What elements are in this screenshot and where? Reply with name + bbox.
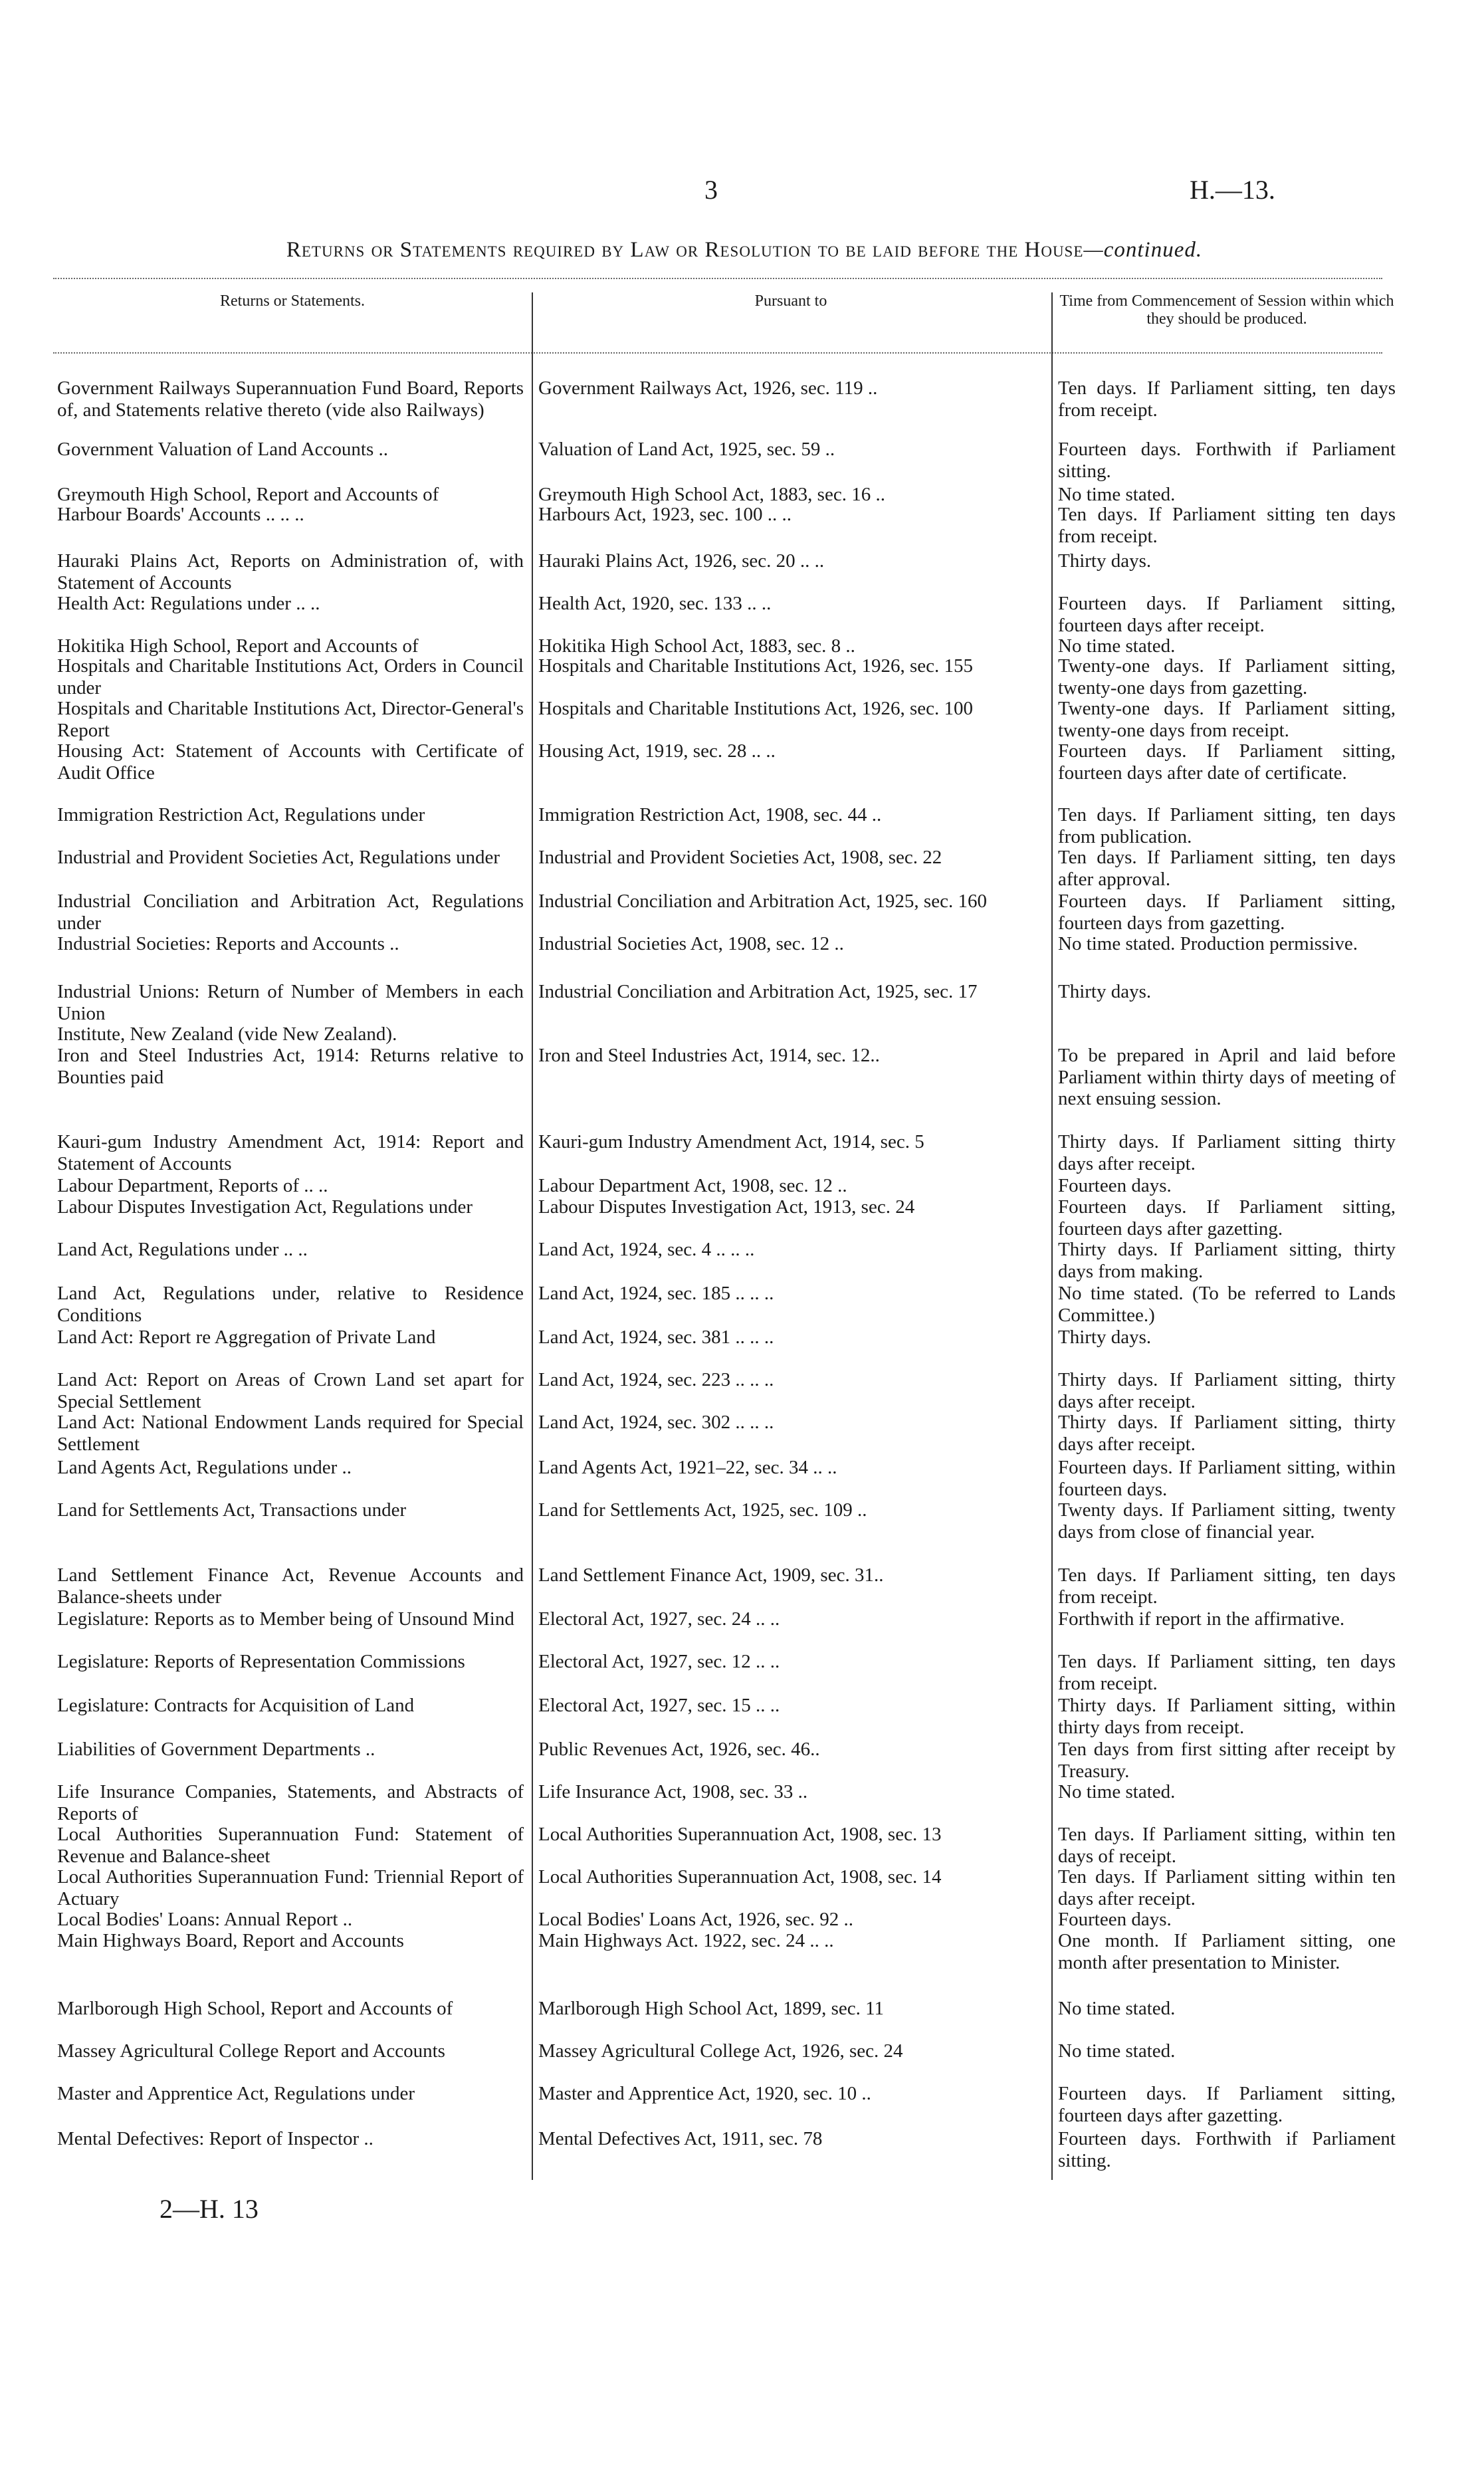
returns-cell: Hokitika High School, Report and Accounts of xyxy=(57,635,419,657)
time-cell: Thirty days. If Parliament sitting, thirty days after receipt. xyxy=(1058,1412,1396,1455)
time-cell: Twenty days. If Parliament sitting, twenty days from close of financial year. xyxy=(1058,1499,1396,1543)
pursuant-cell: Land Settlement Finance Act, 1909, sec. 31.. xyxy=(538,1564,884,1586)
returns-cell: Master and Apprentice Act, Regulations under xyxy=(57,2083,415,2104)
pursuant-cell: Massey Agricultural College Act, 1926, sec. 24 xyxy=(538,2040,903,2062)
time-cell: Ten days. If Parliament sitting within ten days after receipt. xyxy=(1058,1866,1396,1909)
time-cell: Fourteen days. Forthwith if Parliament sitting. xyxy=(1058,2128,1396,2171)
time-cell: Fourteen days. If Parliament sitting, within fourteen days. xyxy=(1058,1457,1396,1500)
time-cell: No time stated. xyxy=(1058,2040,1176,2062)
returns-cell: Hospitals and Charitable Institutions Act, Director-General's Report xyxy=(57,698,524,741)
time-cell: Fourteen days. If Parliament sitting, fourteen days after gazetting. xyxy=(1058,1196,1396,1240)
time-cell: One month. If Parliament sitting, one month after presentation to Minister. xyxy=(1058,1930,1396,1973)
returns-cell: Immigration Restriction Act, Regulations under xyxy=(57,804,425,825)
pursuant-cell: Health Act, 1920, sec. 133 .. .. xyxy=(538,593,772,614)
time-cell: To be prepared in April and laid before Parliament within thirty days of meeting of next ensuing session. xyxy=(1058,1045,1396,1109)
footer-signature: 2—H. 13 xyxy=(159,2194,259,2224)
time-cell: Ten days. If Parliament sitting, ten days from receipt. xyxy=(1058,378,1396,421)
returns-cell: Land for Settlements Act, Transactions under xyxy=(57,1499,407,1521)
returns-cell: Hauraki Plains Act, Reports on Administration of, with Statement of Accounts xyxy=(57,550,524,593)
time-cell: Ten days. If Parliament sitting ten days from receipt. xyxy=(1058,504,1396,547)
time-cell: Fourteen days. If Parliament sitting, fourteen days after gazetting. xyxy=(1058,2083,1396,2126)
pursuant-cell: Hauraki Plains Act, 1926, sec. 20 .. .. xyxy=(538,550,825,572)
returns-cell: Greymouth High School, Report and Accounts of xyxy=(57,484,439,505)
pursuant-cell: Life Insurance Act, 1908, sec. 33 .. xyxy=(538,1781,808,1802)
returns-cell: Legislature: Reports of Representation Commissions xyxy=(57,1651,465,1672)
returns-cell: Labour Department, Reports of .. .. xyxy=(57,1175,328,1196)
time-cell: Fourteen days. If Parliament sitting, fourteen days after date of certificate. xyxy=(1058,740,1396,784)
time-cell: No time stated. xyxy=(1058,1781,1176,1802)
pursuant-cell: Land Act, 1924, sec. 4 .. .. .. xyxy=(538,1239,755,1260)
column-header-time: Time from Commencement of Session within which they should be produced. xyxy=(1059,292,1394,328)
returns-cell: Government Railways Superannuation Fund Board, Reports of, and Statements relative thereto (vide also Railways) xyxy=(57,378,524,421)
page-title xyxy=(93,238,1396,263)
pursuant-cell: Industrial Societies Act, 1908, sec. 12 .. xyxy=(538,933,844,954)
header-bottom-rule xyxy=(53,352,1382,354)
returns-cell: Government Valuation of Land Accounts .. xyxy=(57,439,388,460)
pursuant-cell: Electoral Act, 1927, sec. 24 .. .. xyxy=(538,1608,780,1630)
returns-cell: Legislature: Reports as to Member being of Unsound Mind xyxy=(57,1608,514,1630)
returns-cell: Land Act, Regulations under, relative to Residence Conditions xyxy=(57,1283,524,1326)
pursuant-cell: Labour Department Act, 1908, sec. 12 .. xyxy=(538,1175,847,1196)
time-cell: Thirty days. If Parliament sitting, thirty days after receipt. xyxy=(1058,1369,1396,1412)
pursuant-cell: Iron and Steel Industries Act, 1914, sec. 12.. xyxy=(538,1045,880,1066)
pursuant-cell: Land Act, 1924, sec. 185 .. .. .. xyxy=(538,1283,774,1304)
pursuant-cell: Labour Disputes Investigation Act, 1913, sec. 24 xyxy=(538,1196,915,1218)
page-number: 3 xyxy=(704,175,718,205)
pursuant-cell: Marlborough High School Act, 1899, sec. 11 xyxy=(538,1998,885,2019)
column-header-pursuant: Pursuant to xyxy=(754,292,827,310)
time-cell: Twenty-one days. If Parliament sitting, twenty-one days from receipt. xyxy=(1058,698,1396,741)
pursuant-cell: Greymouth High School Act, 1883, sec. 16 .. xyxy=(538,484,885,505)
returns-cell: Mental Defectives: Report of Inspector .. xyxy=(57,2128,373,2149)
returns-cell: Kauri-gum Industry Amendment Act, 1914: Report and Statement of Accounts xyxy=(57,1131,524,1174)
time-cell: Ten days. If Parliament sitting, within ten days of receipt. xyxy=(1058,1824,1396,1867)
time-cell: No time stated. xyxy=(1058,635,1176,657)
time-cell: Thirty days. If Parliament sitting, within thirty days from receipt. xyxy=(1058,1695,1396,1738)
time-cell: Thirty days. If Parliament sitting thirty days after receipt. xyxy=(1058,1131,1396,1174)
returns-cell: Land Settlement Finance Act, Revenue Accounts and Balance-sheets under xyxy=(57,1564,524,1608)
time-cell: Fourteen days. xyxy=(1058,1175,1172,1196)
time-cell: Thirty days. xyxy=(1058,981,1152,1002)
time-cell: No time stated. Production permissive. xyxy=(1058,933,1358,954)
time-cell: Thirty days. If Parliament sitting, thirty days from making. xyxy=(1058,1239,1396,1282)
time-cell: No time stated. xyxy=(1058,484,1176,505)
time-cell: Forthwith if report in the affirmative. xyxy=(1058,1608,1345,1630)
time-cell: Fourteen days. If Parliament sitting, fourteen days from gazetting. xyxy=(1058,891,1396,934)
header-top-rule xyxy=(53,278,1382,279)
pursuant-cell: Immigration Restriction Act, 1908, sec. 44 .. xyxy=(538,804,882,825)
pursuant-cell: Electoral Act, 1927, sec. 12 .. .. xyxy=(538,1651,780,1672)
returns-cell: Legislature: Contracts for Acquisition of Land xyxy=(57,1695,415,1716)
column-divider-1 xyxy=(532,292,533,2180)
time-cell: Ten days. If Parliament sitting, ten days from receipt. xyxy=(1058,1564,1396,1608)
returns-cell: Massey Agricultural College Report and Accounts xyxy=(57,2040,445,2062)
returns-cell: Industrial Conciliation and Arbitration Act, Regulations under xyxy=(57,891,524,934)
time-cell: Fourteen days. xyxy=(1058,1909,1172,1930)
pursuant-cell: Hokitika High School Act, 1883, sec. 8 .. xyxy=(538,635,855,657)
pursuant-cell: Valuation of Land Act, 1925, sec. 59 .. xyxy=(538,439,835,460)
pursuant-cell: Public Revenues Act, 1926, sec. 46.. xyxy=(538,1739,820,1760)
time-cell: Fourteen days. If Parliament sitting, fourteen days after receipt. xyxy=(1058,593,1396,636)
pursuant-cell: Harbours Act, 1923, sec. 100 .. .. xyxy=(538,504,792,525)
returns-cell: Housing Act: Statement of Accounts with Certificate of Audit Office xyxy=(57,740,524,784)
pursuant-cell: Industrial Conciliation and Arbitration Act, 1925, sec. 160 xyxy=(538,891,987,912)
returns-cell: Industrial Societies: Reports and Accounts .. xyxy=(57,933,399,954)
pursuant-cell: Local Bodies' Loans Act, 1926, sec. 92 .. xyxy=(538,1909,853,1930)
pursuant-cell: Hospitals and Charitable Institutions Act, 1926, sec. 100 xyxy=(538,698,974,719)
time-cell: No time stated. xyxy=(1058,1998,1176,2019)
time-cell: Thirty days. xyxy=(1058,550,1152,572)
time-cell: Twenty-one days. If Parliament sitting, twenty-one days from gazetting. xyxy=(1058,655,1396,699)
returns-cell: Industrial Unions: Return of Number of Members in each Union xyxy=(57,981,524,1024)
returns-cell: Land Act: National Endowment Lands required for Special Settlement xyxy=(57,1412,524,1455)
time-cell: Ten days. If Parliament sitting, ten days from publication. xyxy=(1058,804,1396,847)
time-cell: Fourteen days. Forthwith if Parliament sitting. xyxy=(1058,439,1396,482)
pursuant-cell: Industrial Conciliation and Arbitration Act, 1925, sec. 17 xyxy=(538,981,978,1002)
returns-cell: Industrial and Provident Societies Act, Regulations under xyxy=(57,847,500,868)
pursuant-cell: Master and Apprentice Act, 1920, sec. 10 .. xyxy=(538,2083,871,2104)
document-code: H.—13. xyxy=(1190,175,1275,205)
pursuant-cell: Housing Act, 1919, sec. 28 .. .. xyxy=(538,740,776,762)
column-header-returns: Returns or Statements. xyxy=(220,292,365,310)
returns-cell: Land Act, Regulations under .. .. xyxy=(57,1239,308,1260)
pursuant-cell: Land Act, 1924, sec. 381 .. .. .. xyxy=(538,1327,774,1348)
returns-cell: Institute, New Zealand (vide New Zealand). xyxy=(57,1024,397,1045)
pursuant-cell: Government Railways Act, 1926, sec. 119 .. xyxy=(538,378,878,399)
pursuant-cell: Industrial and Provident Societies Act, 1908, sec. 22 xyxy=(538,847,942,868)
returns-cell: Hospitals and Charitable Institutions Act, Orders in Council under xyxy=(57,655,524,699)
pursuant-cell: Electoral Act, 1927, sec. 15 .. .. xyxy=(538,1695,780,1716)
pursuant-cell: Main Highways Act. 1922, sec. 24 .. .. xyxy=(538,1930,834,1951)
time-cell: No time stated. (To be referred to Lands Committee.) xyxy=(1058,1283,1396,1326)
returns-cell: Land Act: Report on Areas of Crown Land set apart for Special Settlement xyxy=(57,1369,524,1412)
returns-cell: Local Bodies' Loans: Annual Report .. xyxy=(57,1909,353,1930)
returns-cell: Health Act: Regulations under .. .. xyxy=(57,593,320,614)
time-cell: Thirty days. xyxy=(1058,1327,1152,1348)
returns-cell: Harbour Boards' Accounts .. .. .. xyxy=(57,504,304,525)
returns-cell: Iron and Steel Industries Act, 1914: Returns relative to Bounties paid xyxy=(57,1045,524,1088)
returns-cell: Local Authorities Superannuation Fund: Statement of Revenue and Balance-sheet xyxy=(57,1824,524,1867)
returns-cell: Marlborough High School, Report and Accounts of xyxy=(57,1998,453,2019)
pursuant-cell: Local Authorities Superannuation Act, 1908, sec. 14 xyxy=(538,1866,942,1888)
returns-cell: Main Highways Board, Report and Accounts xyxy=(57,1930,404,1951)
returns-cell: Life Insurance Companies, Statements, and Abstracts of Reports of xyxy=(57,1781,524,1824)
returns-cell: Local Authorities Superannuation Fund: Triennial Report of Actuary xyxy=(57,1866,524,1909)
pursuant-cell: Local Authorities Superannuation Act, 1908, sec. 13 xyxy=(538,1824,942,1845)
returns-cell: Labour Disputes Investigation Act, Regulations under xyxy=(57,1196,473,1218)
title-continued: —continued. xyxy=(1083,238,1203,262)
column-divider-2 xyxy=(1051,292,1053,2180)
pursuant-cell: Land for Settlements Act, 1925, sec. 109 .. xyxy=(538,1499,867,1521)
time-cell: Ten days. If Parliament sitting, ten days from receipt. xyxy=(1058,1651,1396,1694)
returns-cell: Land Act: Report re Aggregation of Private Land xyxy=(57,1327,436,1348)
pursuant-cell: Land Act, 1924, sec. 302 .. .. .. xyxy=(538,1412,774,1433)
pursuant-cell: Hospitals and Charitable Institutions Act, 1926, sec. 155 xyxy=(538,655,974,677)
time-cell: Ten days from first sitting after receipt by Treasury. xyxy=(1058,1739,1396,1782)
time-cell: Ten days. If Parliament sitting, ten days after approval. xyxy=(1058,847,1396,890)
title-main: Returns or Statements required by Law or Resolution to be laid before the House xyxy=(286,238,1084,262)
returns-cell: Liabilities of Government Departments .. xyxy=(57,1739,375,1760)
pursuant-cell: Mental Defectives Act, 1911, sec. 78 xyxy=(538,2128,823,2149)
pursuant-cell: Land Agents Act, 1921–22, sec. 34 .. .. xyxy=(538,1457,837,1478)
pursuant-cell: Land Act, 1924, sec. 223 .. .. .. xyxy=(538,1369,774,1390)
returns-cell: Land Agents Act, Regulations under .. xyxy=(57,1457,352,1478)
pursuant-cell: Kauri-gum Industry Amendment Act, 1914, sec. 5 xyxy=(538,1131,924,1152)
